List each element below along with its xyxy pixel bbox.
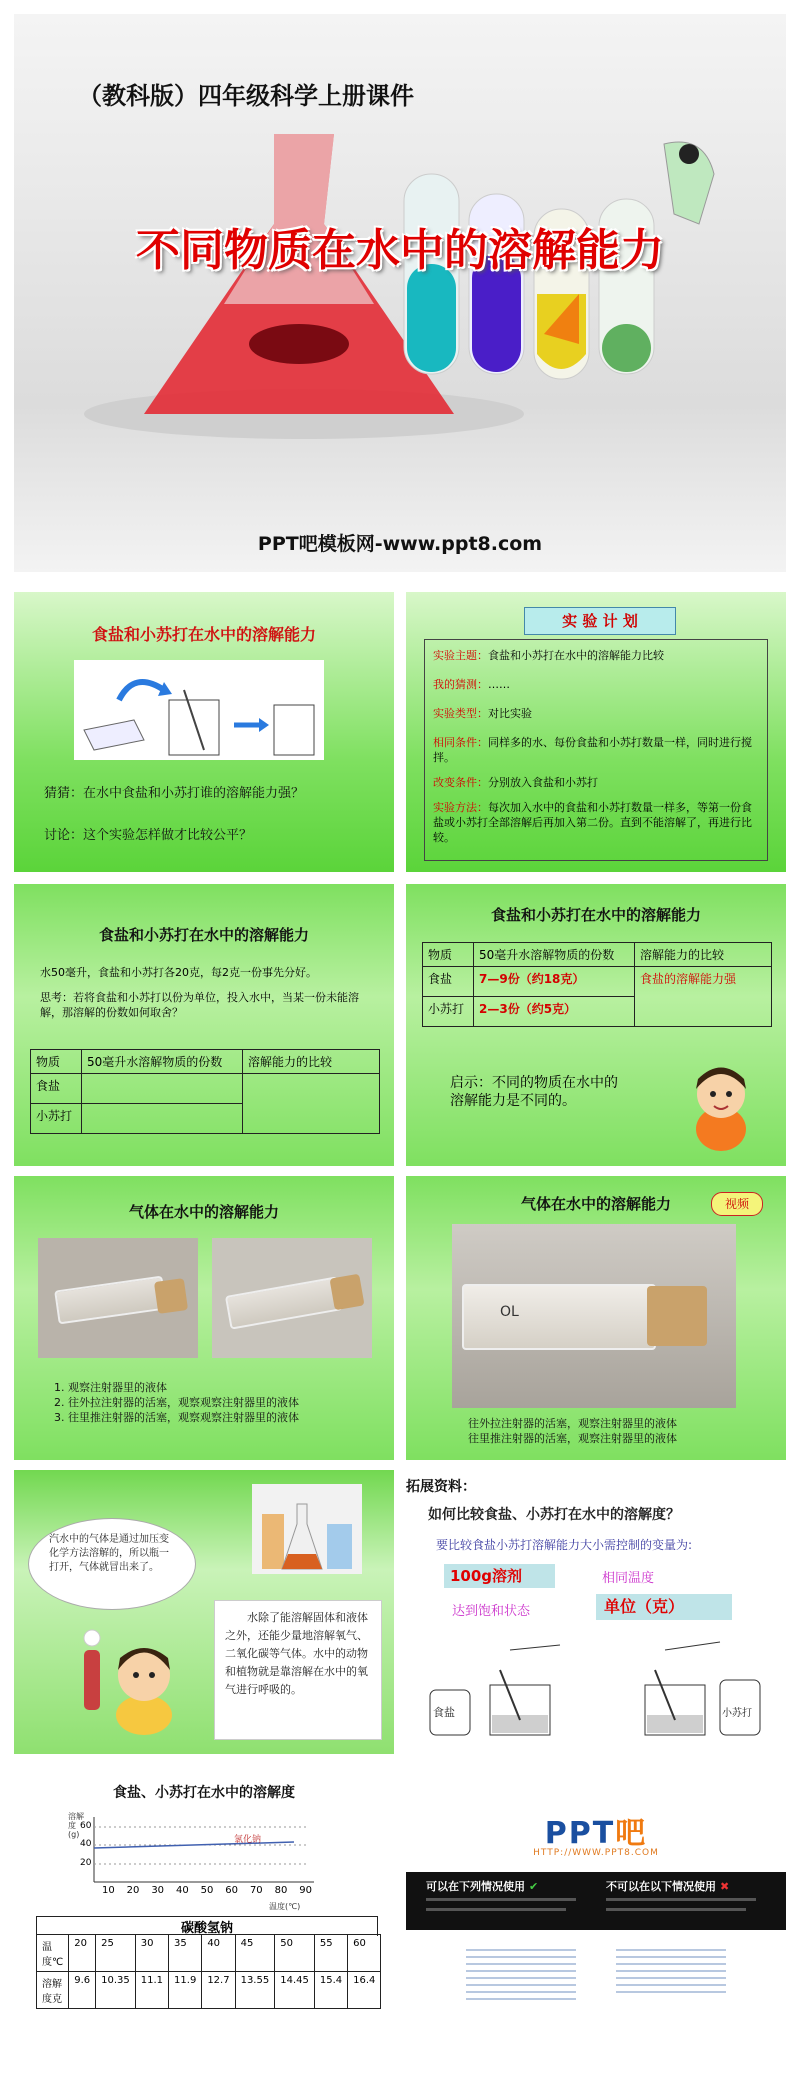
cover-subtitle: （教科版）四年级科学上册课件 <box>78 81 414 110</box>
video-badge[interactable]: 视频 <box>711 1192 763 1216</box>
x-tick: 30 <box>151 1885 165 1896</box>
table-cell: 小苏打 <box>423 997 474 1027</box>
table-cell: 55 <box>314 1935 347 1972</box>
check-icon: ✔ <box>529 1880 539 1893</box>
x-tick: 60 <box>225 1885 239 1896</box>
table-cell: 10.35 <box>96 1972 136 2009</box>
beaker-setup <box>420 1630 772 1740</box>
table-cell: 14.45 <box>275 1972 315 2009</box>
step-item: 1. 观察注射器里的液体 <box>54 1381 167 1394</box>
cover-title: 不同物质在水中的溶解能力 <box>136 225 664 276</box>
bubble-text: 汽水中的气体是通过加压变化学方法溶解的，所以瓶一打开，气体就冒出来了。 <box>49 1534 169 1573</box>
jar-label-salt: 食盐 <box>433 1706 455 1719</box>
table-cell: 2—3份（约5克） <box>474 997 635 1027</box>
plan-row: 相同条件：同样多的水、每份食盐和小苏打数量一样，同时进行搅拌。 <box>433 736 752 764</box>
table-cell: 30 <box>135 1935 168 1972</box>
ppt8-logo <box>406 1808 786 1852</box>
bicarb-table-title: 碳酸氢钠 <box>36 1916 378 1936</box>
tag-unit: 单位（克） <box>596 1594 732 1620</box>
logo-ppt: PPT <box>544 1816 616 1851</box>
cover-slide <box>14 14 786 572</box>
slide-gas-video <box>406 1176 786 1460</box>
slide-title: 气体在水中的溶解能力 <box>128 1203 279 1221</box>
plan-header: 实 验 计 划 <box>524 607 676 635</box>
y-tick: 40 <box>80 1839 92 1849</box>
x-tick: 20 <box>126 1885 140 1896</box>
usage-panel <box>406 1872 786 1930</box>
slide-experiment-plan <box>406 592 786 872</box>
tag-temperature: 相同温度 <box>602 1571 655 1586</box>
plan-row: 实验方法：每次加入水中的食盐和小苏打数量一样多，等第一份食盐或小苏打全部溶解后再加入第二份。直到不能溶解了，再进行比较。 <box>433 801 752 844</box>
video-caption <box>468 1416 677 1446</box>
table-cell: 45 <box>235 1935 275 1972</box>
x-tick: 50 <box>200 1885 214 1896</box>
result-table <box>30 1049 380 1134</box>
table-cell: 食盐 <box>31 1074 82 1104</box>
chart-title: 食盐、小苏打在水中的溶解度 <box>113 1785 295 1801</box>
table-header-row <box>423 943 772 967</box>
syringe-photo-1 <box>38 1238 198 1358</box>
lab-glassware-photo <box>252 1484 362 1574</box>
plan-row: 我的猜测：…… <box>433 678 510 691</box>
table-cell: 溶解度克 <box>37 1972 69 2009</box>
link-list <box>466 1944 746 2024</box>
can-use-title: 可以在下列情况使用 ✔ <box>426 1880 539 1893</box>
x-tick: 80 <box>274 1885 288 1896</box>
table-row <box>37 1935 381 1972</box>
table-cell: 物质 <box>31 1050 82 1074</box>
slide-soda-water <box>14 1470 394 1754</box>
slide-salt-soda-method <box>14 884 394 1166</box>
note-box <box>214 1600 382 1740</box>
plan-row: 改变条件：分别放入食盐和小苏打 <box>433 776 598 789</box>
cross-icon: ✖ <box>720 1880 730 1893</box>
discuss-text: 讨论：这个实验怎样做才比较公平？ <box>44 828 253 843</box>
hint-text: 启示：不同的物质在水中的溶解能力是不同的。 <box>450 1075 618 1109</box>
table-cell: 50毫升水溶解物质的份数 <box>474 943 635 967</box>
extended-question: 如何比较食盐、小苏打在水中的溶解度？ <box>428 1507 680 1523</box>
table-cell: 35 <box>169 1935 202 1972</box>
table-cell: 15.4 <box>314 1972 347 2009</box>
table-cell: 食盐的溶解能力强 <box>635 967 772 1027</box>
table-header-row <box>31 1050 380 1074</box>
tag-saturation: 达到饱和状态 <box>452 1604 531 1619</box>
bicarb-table <box>36 1934 381 2009</box>
boy-with-bottle <box>74 1620 184 1740</box>
table-row <box>37 1972 381 2009</box>
table-cell: 40 <box>202 1935 235 1972</box>
x-tick: 70 <box>249 1885 263 1896</box>
curve-label: 氯化钠 <box>234 1835 262 1845</box>
syringe-photo-2 <box>212 1238 372 1358</box>
table-cell: 溶解能力的比较 <box>243 1050 380 1074</box>
step-item: 3. 往里推注射器的活塞，观察观察注射器里的液体 <box>54 1411 299 1424</box>
table-cell: 12.7 <box>202 1972 235 2009</box>
x-tick: 10 <box>102 1885 115 1896</box>
slide-gas-intro <box>14 1176 394 1460</box>
cannot-use-title: 不可以在以下情况使用 ✖ <box>606 1880 730 1893</box>
table-cell: 50毫升水溶解物质的份数 <box>82 1050 243 1074</box>
stirring-illustration <box>74 660 324 760</box>
note-text: 水除了能溶解固体和液体之外，还能少量地溶解氧气、二氧化碳等气体。水中的动物和植物就是靠溶解在水中的氧气进行呼吸的。 <box>225 1611 368 1696</box>
table-cell: 60 <box>348 1935 381 1972</box>
table-cell <box>82 1104 243 1134</box>
result-table <box>422 942 772 1027</box>
caption-line: 往里推注射器的活塞，观察注射器里的液体 <box>468 1432 677 1445</box>
flask-icon <box>252 1484 362 1574</box>
table-cell: 9.6 <box>69 1972 96 2009</box>
y-tick: 20 <box>80 1858 92 1868</box>
slide-title: 食盐和小苏打在水中的溶解能力 <box>98 926 309 944</box>
caption-line: 往外拉注射器的活塞，观察注射器里的液体 <box>468 1417 677 1430</box>
slide-solubility-chart <box>14 1764 394 2060</box>
plan-box <box>424 639 768 861</box>
table-cell: 物质 <box>423 943 474 967</box>
slide-title: 食盐和小苏打在水中的溶解能力 <box>91 625 316 644</box>
speech-bubble <box>28 1518 196 1610</box>
table-cell: 16.4 <box>348 1972 381 2009</box>
x-tick: 40 <box>175 1885 189 1896</box>
jar-label-soda: 小苏打 <box>722 1708 752 1719</box>
control-variables-line: 要比较食盐小苏打溶解能力大小需控制的变量为: <box>436 1538 693 1552</box>
step-item: 2. 往外拉注射器的活塞，观察观察注射器里的液体 <box>54 1396 299 1409</box>
y-tick: 60 <box>80 1821 92 1831</box>
cover-site: PPT吧模板网-www.ppt8.com <box>257 533 543 555</box>
chart-ylabel: 溶解度(g) <box>68 1812 84 1839</box>
syringe-label: OL <box>500 1304 519 1320</box>
plan-row: 实验主题：食盐和小苏打在水中的溶解能力比较 <box>433 649 664 662</box>
table-cell <box>82 1074 243 1104</box>
flask-illustration <box>74 114 774 444</box>
slide-title: 食盐和小苏打在水中的溶解能力 <box>490 906 701 924</box>
steps-list <box>54 1380 299 1425</box>
plan-row: 实验类型：对比实验 <box>433 707 532 720</box>
method-text: 水50毫升，食盐和小苏打各20克，每2克一份事先分好。 <box>40 966 317 979</box>
logo-ba: 吧 <box>615 1816 648 1851</box>
chart-xlabel: 温度(℃) <box>269 1902 301 1911</box>
table-cell <box>243 1074 380 1134</box>
boy-cartoon <box>676 1054 766 1154</box>
tag-solvent: 100g溶剂 <box>444 1564 555 1588</box>
table-cell: 温度℃ <box>37 1935 69 1972</box>
table-cell: 溶解能力的比较 <box>635 943 772 967</box>
guess-text: 猜猜：在水中食盐和小苏打谁的溶解能力强？ <box>44 786 305 801</box>
ppt8-url[interactable]: HTTP://WWW.PPT8.COM <box>533 1848 659 1858</box>
x-ticks <box>102 1885 312 1896</box>
slide-salt-soda-result <box>406 884 786 1166</box>
table-cell: 7—9份（约18克） <box>474 967 635 997</box>
x-tick: 90 <box>299 1885 312 1896</box>
extended-heading: 拓展资料： <box>406 1479 476 1495</box>
table-row <box>31 1074 380 1104</box>
table-cell: 20 <box>69 1935 96 1972</box>
table-cell: 11.9 <box>169 1972 202 2009</box>
slide-title: 气体在水中的溶解能力 <box>520 1195 671 1213</box>
beaker-icon <box>74 660 324 760</box>
table-cell: 11.1 <box>135 1972 168 2009</box>
table-cell: 小苏打 <box>31 1104 82 1134</box>
table-row <box>423 967 772 997</box>
table-cell: 13.55 <box>235 1972 275 2009</box>
slide-ppt8-footer <box>406 1764 786 2060</box>
slide-salt-soda-intro <box>14 592 394 872</box>
slide-extended-material <box>406 1470 786 1754</box>
syringe-video-photo[interactable] <box>452 1224 736 1408</box>
table-cell: 50 <box>275 1935 315 1972</box>
think-text: 思考：若将食盐和小苏打以份为单位，投入水中，当某一份未能溶解，那溶解的份数如何取舍？ <box>40 991 359 1019</box>
table-cell: 食盐 <box>423 967 474 997</box>
table-cell: 25 <box>96 1935 136 1972</box>
